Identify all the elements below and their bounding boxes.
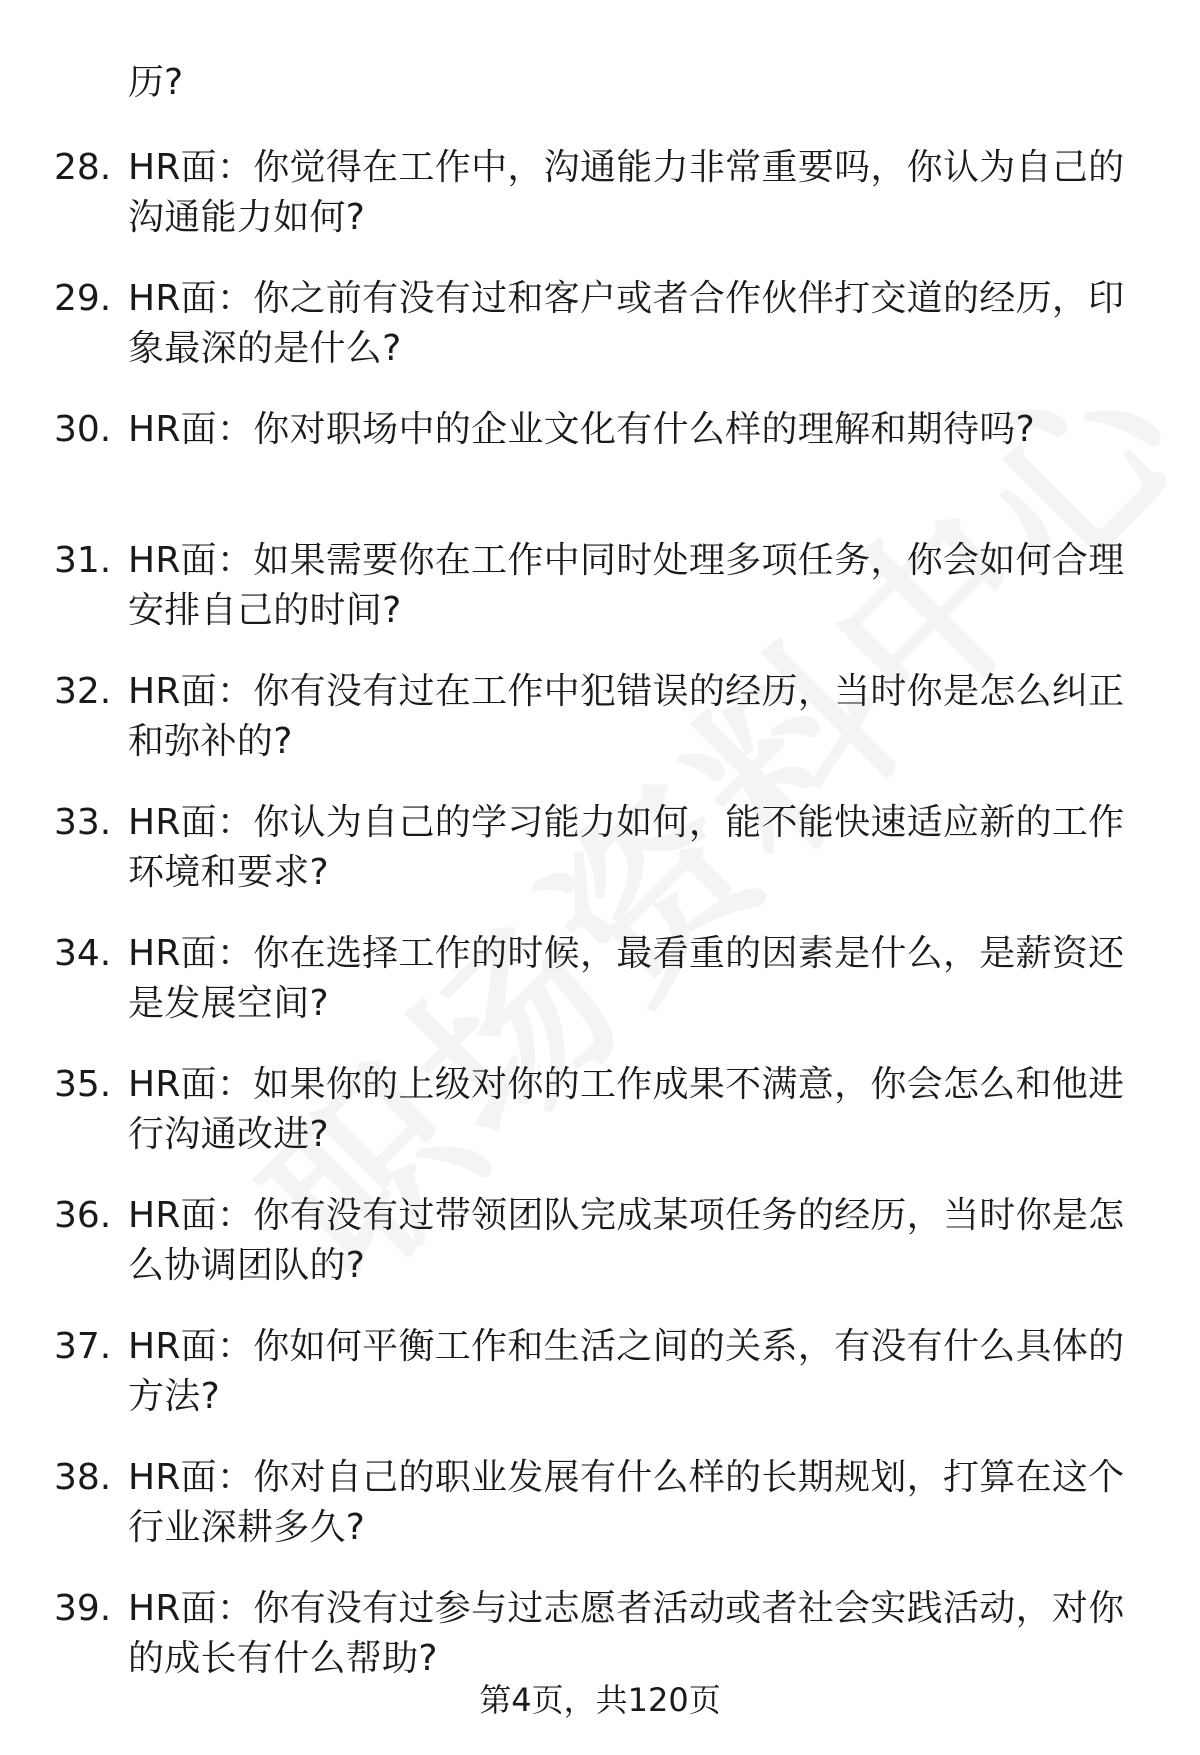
question-number: 37. — [54, 1326, 112, 1367]
list-item — [0, 929, 1200, 1060]
page-footer: 第4页，共120页 — [479, 1681, 721, 1719]
question-text: HR面：你认为自己的学习能力如何，能不能快速适应新的工作环境和要求? — [128, 802, 1125, 893]
list-item — [0, 1322, 1200, 1453]
continued-question-text: 历? — [128, 62, 184, 103]
question-number: 34. — [54, 933, 112, 974]
question-number: 33. — [54, 802, 112, 843]
question-text: HR面：如果你的上级对你的工作成果不满意，你会怎么和他进行沟通改进? — [128, 1064, 1125, 1155]
question-list — [0, 143, 1200, 1715]
question-number: 36. — [54, 1195, 112, 1236]
question-text: HR面：你如何平衡工作和生活之间的关系，有没有什么具体的方法? — [128, 1326, 1125, 1417]
question-number: 32. — [54, 671, 112, 712]
question-number: 28. — [54, 147, 112, 188]
question-number: 35. — [54, 1064, 112, 1105]
question-number: 39. — [54, 1588, 112, 1629]
question-text: HR面：你之前有没有过和客户或者合作伙伴打交道的经历，印象最深的是什么? — [128, 278, 1125, 369]
question-text: HR面：你觉得在工作中，沟通能力非常重要吗，你认为自己的沟通能力如何? — [128, 147, 1125, 238]
list-item — [0, 274, 1200, 405]
question-text: HR面：你对自己的职业发展有什么样的长期规划，打算在这个行业深耕多久? — [128, 1457, 1125, 1548]
question-number: 31. — [54, 540, 112, 581]
question-number: 29. — [54, 278, 112, 319]
question-text: HR面：你有没有过参与过志愿者活动或者社会实践活动，对你的成长有什么帮助? — [128, 1588, 1125, 1679]
question-number: 30. — [54, 409, 112, 450]
list-item — [0, 1060, 1200, 1191]
list-item — [0, 798, 1200, 929]
question-text: HR面：如果需要你在工作中同时处理多项任务，你会如何合理安排自己的时间? — [128, 540, 1125, 631]
list-item — [0, 1191, 1200, 1322]
question-number: 38. — [54, 1457, 112, 1498]
question-text: HR面：你在选择工作的时候，最看重的因素是什么，是薪资还是发展空间? — [128, 933, 1125, 1024]
question-text: HR面：你有没有过带领团队完成某项任务的经历，当时你是怎么协调团队的? — [128, 1195, 1125, 1286]
list-item — [0, 143, 1200, 274]
question-text: HR面：你有没有过在工作中犯错误的经历，当时你是怎么纠正和弥补的? — [128, 671, 1125, 762]
list-item — [0, 1453, 1200, 1584]
question-text: HR面：你对职场中的企业文化有什么样的理解和期待吗? — [128, 409, 1035, 450]
list-item — [0, 536, 1200, 667]
list-item — [0, 405, 1200, 536]
list-item — [0, 667, 1200, 798]
